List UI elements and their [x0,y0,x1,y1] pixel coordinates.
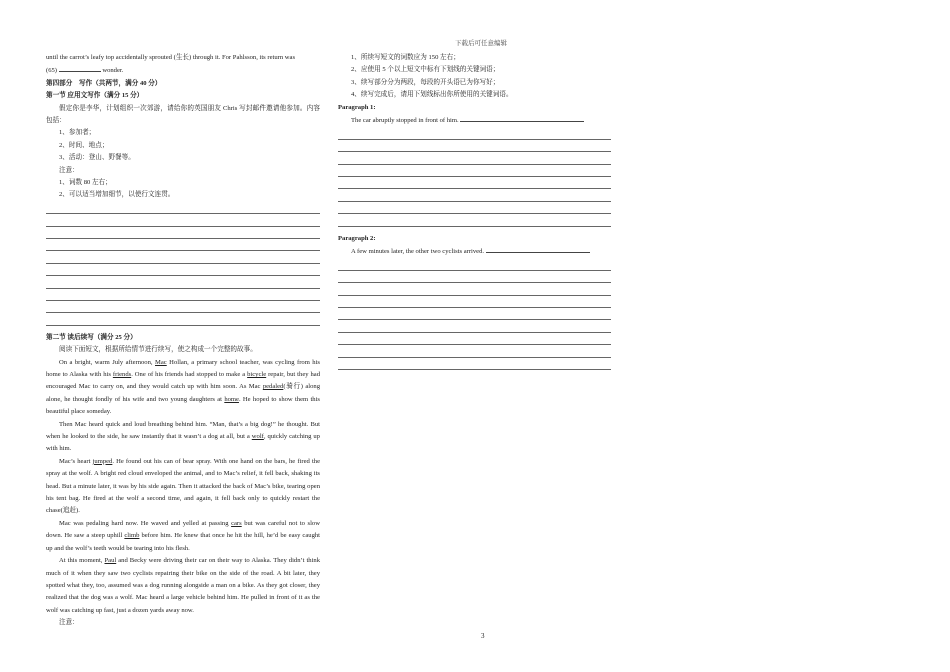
keyword: Mac [155,358,167,366]
section1-item: 2、时间、地点； [59,141,109,149]
answer-line[interactable] [338,189,611,201]
keyword: cars [231,519,242,527]
answer-line[interactable] [46,251,320,263]
answer-line[interactable] [338,214,611,226]
section1-note: 2、可以适当增加细节，以使行文连贯。 [59,191,175,199]
keyword: home [224,395,239,403]
paragraph2-label: Paragraph 2: [338,234,376,242]
answer-line[interactable] [46,239,320,251]
answer-line[interactable] [338,271,611,283]
answer-line[interactable] [46,214,320,226]
blank-65-line: (65) wonder. [46,64,320,77]
section1-note: 1、词数 80 左右； [59,179,112,187]
keyword: climb [124,532,140,540]
writing-area-section1[interactable] [46,202,320,326]
answer-line[interactable] [338,358,611,370]
story-paragraph-5: At this moment, Paul and Becky were driving their car on their way to Alaska. They didn’t think much of it when they saw two cyclists repairing their bike on the side of the road. A bit later, they spotted what they, too, assumed was a dog running alongside a man on a bike. As they got closer, they realized that the dog was a wolf. Mac heard a large vehicle behind him. He pulled in front of it as the wolf was catching up fast, just a dozen yards away now. [46,557,321,614]
answer-line[interactable] [338,202,611,214]
answer-line[interactable] [338,345,611,357]
story-paragraph-2: Then Mac heard quick and loud breathing behind him. “Man, that’s a big dog!” he thought. But when he looked to the side, he saw instantly that it wasn’t a dog at all, but a wolf, quickly catching up with him. [46,420,320,453]
answer-line[interactable] [338,258,611,270]
answer-line[interactable] [338,127,611,139]
section1-item: 1、参加者； [59,129,96,137]
right-column [338,52,611,370]
section1-prompt: 假定你是李华，计划组织一次郊游，请给你的英国朋友 Chris 写封邮件邀请他参加。内容包括： [46,104,320,125]
note-label: 注意： [59,166,79,174]
keyword: pedaled [262,383,284,391]
keyword: bicycle [247,371,267,378]
keyword: jumped [92,457,113,465]
keyword: friends [112,371,132,378]
bottom-note-label: 注意： [59,619,79,627]
answer-line[interactable] [338,165,611,177]
answer-line[interactable] [338,140,611,152]
keyword: wolf [251,433,264,441]
paragraph2-start: A few minutes later, the other two cyclists arrived. [338,245,611,258]
paragraph1-start: The car abruptly stopped in front of him. [338,114,611,127]
keyword: Paul [104,557,117,565]
answer-line[interactable] [338,283,611,295]
continuation-note: 4、续写完成后，请用下划线标出你所使用的关键词语。 [351,91,513,99]
answer-line[interactable] [46,202,320,214]
answer-line[interactable] [338,296,611,308]
paragraph1-blank[interactable] [460,114,584,122]
story-paragraph-3: Mac’s heart jumped. He found out his can of bear spray. With one hand on the bars, he fired the spray at the wolf. A bright red cloud enveloped the animal, and to Mac’s relief, it fell back, shaking its head. But a minute later, it was by his side again. Then it attacked the back of Mac’s bike, tearing open his tent bag. He fired at the wolf a second time, and again, it fell back only to quickly restart the chase(追赶). [46,457,320,515]
story-paragraph-1: On a bright, warm July afternoon, Mac Hollan, a primary school teacher, was cycling from his home to Alaska with his friends. One of his friends had stopped to make a bicycle repair, but they had encouraged Mac to carry on, and they would catch up with him soon. As Mac pedaled(骑行) along alone, he thought fondly of his wife and two young daughters at home. He hoped to show them this beautiful place someday. [46,358,321,416]
continuation-note: 2、应使用 5 个以上短文中标有下划线的关键词语； [351,66,500,74]
answer-line[interactable] [338,333,611,345]
section2-title: 第二节 读后续写（满分 25 分） [46,333,137,341]
left-column [46,52,320,630]
section2-intro: 阅读下面短文，根据所给情节进行续写，使之构成一个完整的故事。 [59,346,257,354]
answer-line[interactable] [338,308,611,320]
page-number: 3 [481,632,485,640]
answer-line[interactable] [338,320,611,332]
story-paragraph-4: Mac was pedaling hard now. He waved and yelled at passing cars but was careful not to slow down. He saw a steep uphill climb before him. He knew that once he hit the hill, he’d be easy caught up and the wolf’s teeth would be tearing into his flesh. [46,519,320,552]
writing-area-paragraph1[interactable] [338,127,611,226]
continuation-note: 3、续写部分分为两段，每段的开头语已为你写好； [351,78,500,86]
answer-line[interactable] [46,289,320,301]
paragraph2-blank[interactable] [486,245,590,253]
section1-title: 第一节 应用文写作（满分 15 分） [46,92,144,100]
answer-line[interactable] [46,227,320,239]
continuation-note: 1、所续写短文的词数应为 150 左右； [351,54,460,61]
part4-title: 第四部分 写作（共两节，满分 40 分） [46,79,162,87]
answer-blank-65[interactable] [59,64,101,72]
writing-area-paragraph2[interactable] [338,258,611,370]
answer-line[interactable] [46,264,320,276]
answer-line[interactable] [46,301,320,313]
continued-text: until the carrot’s leafy top accidentally sprouted (生长) through it. For Pahlsson, its return was [46,54,296,61]
section1-item: 3、活动：登山、野餐等。 [59,154,135,162]
answer-line[interactable] [338,152,611,164]
paragraph1-label: Paragraph 1: [338,103,376,111]
answer-line[interactable] [46,276,320,288]
answer-line[interactable] [338,177,611,189]
answer-line[interactable] [46,313,320,325]
header-note: 下载后可任意编辑 [455,40,507,47]
